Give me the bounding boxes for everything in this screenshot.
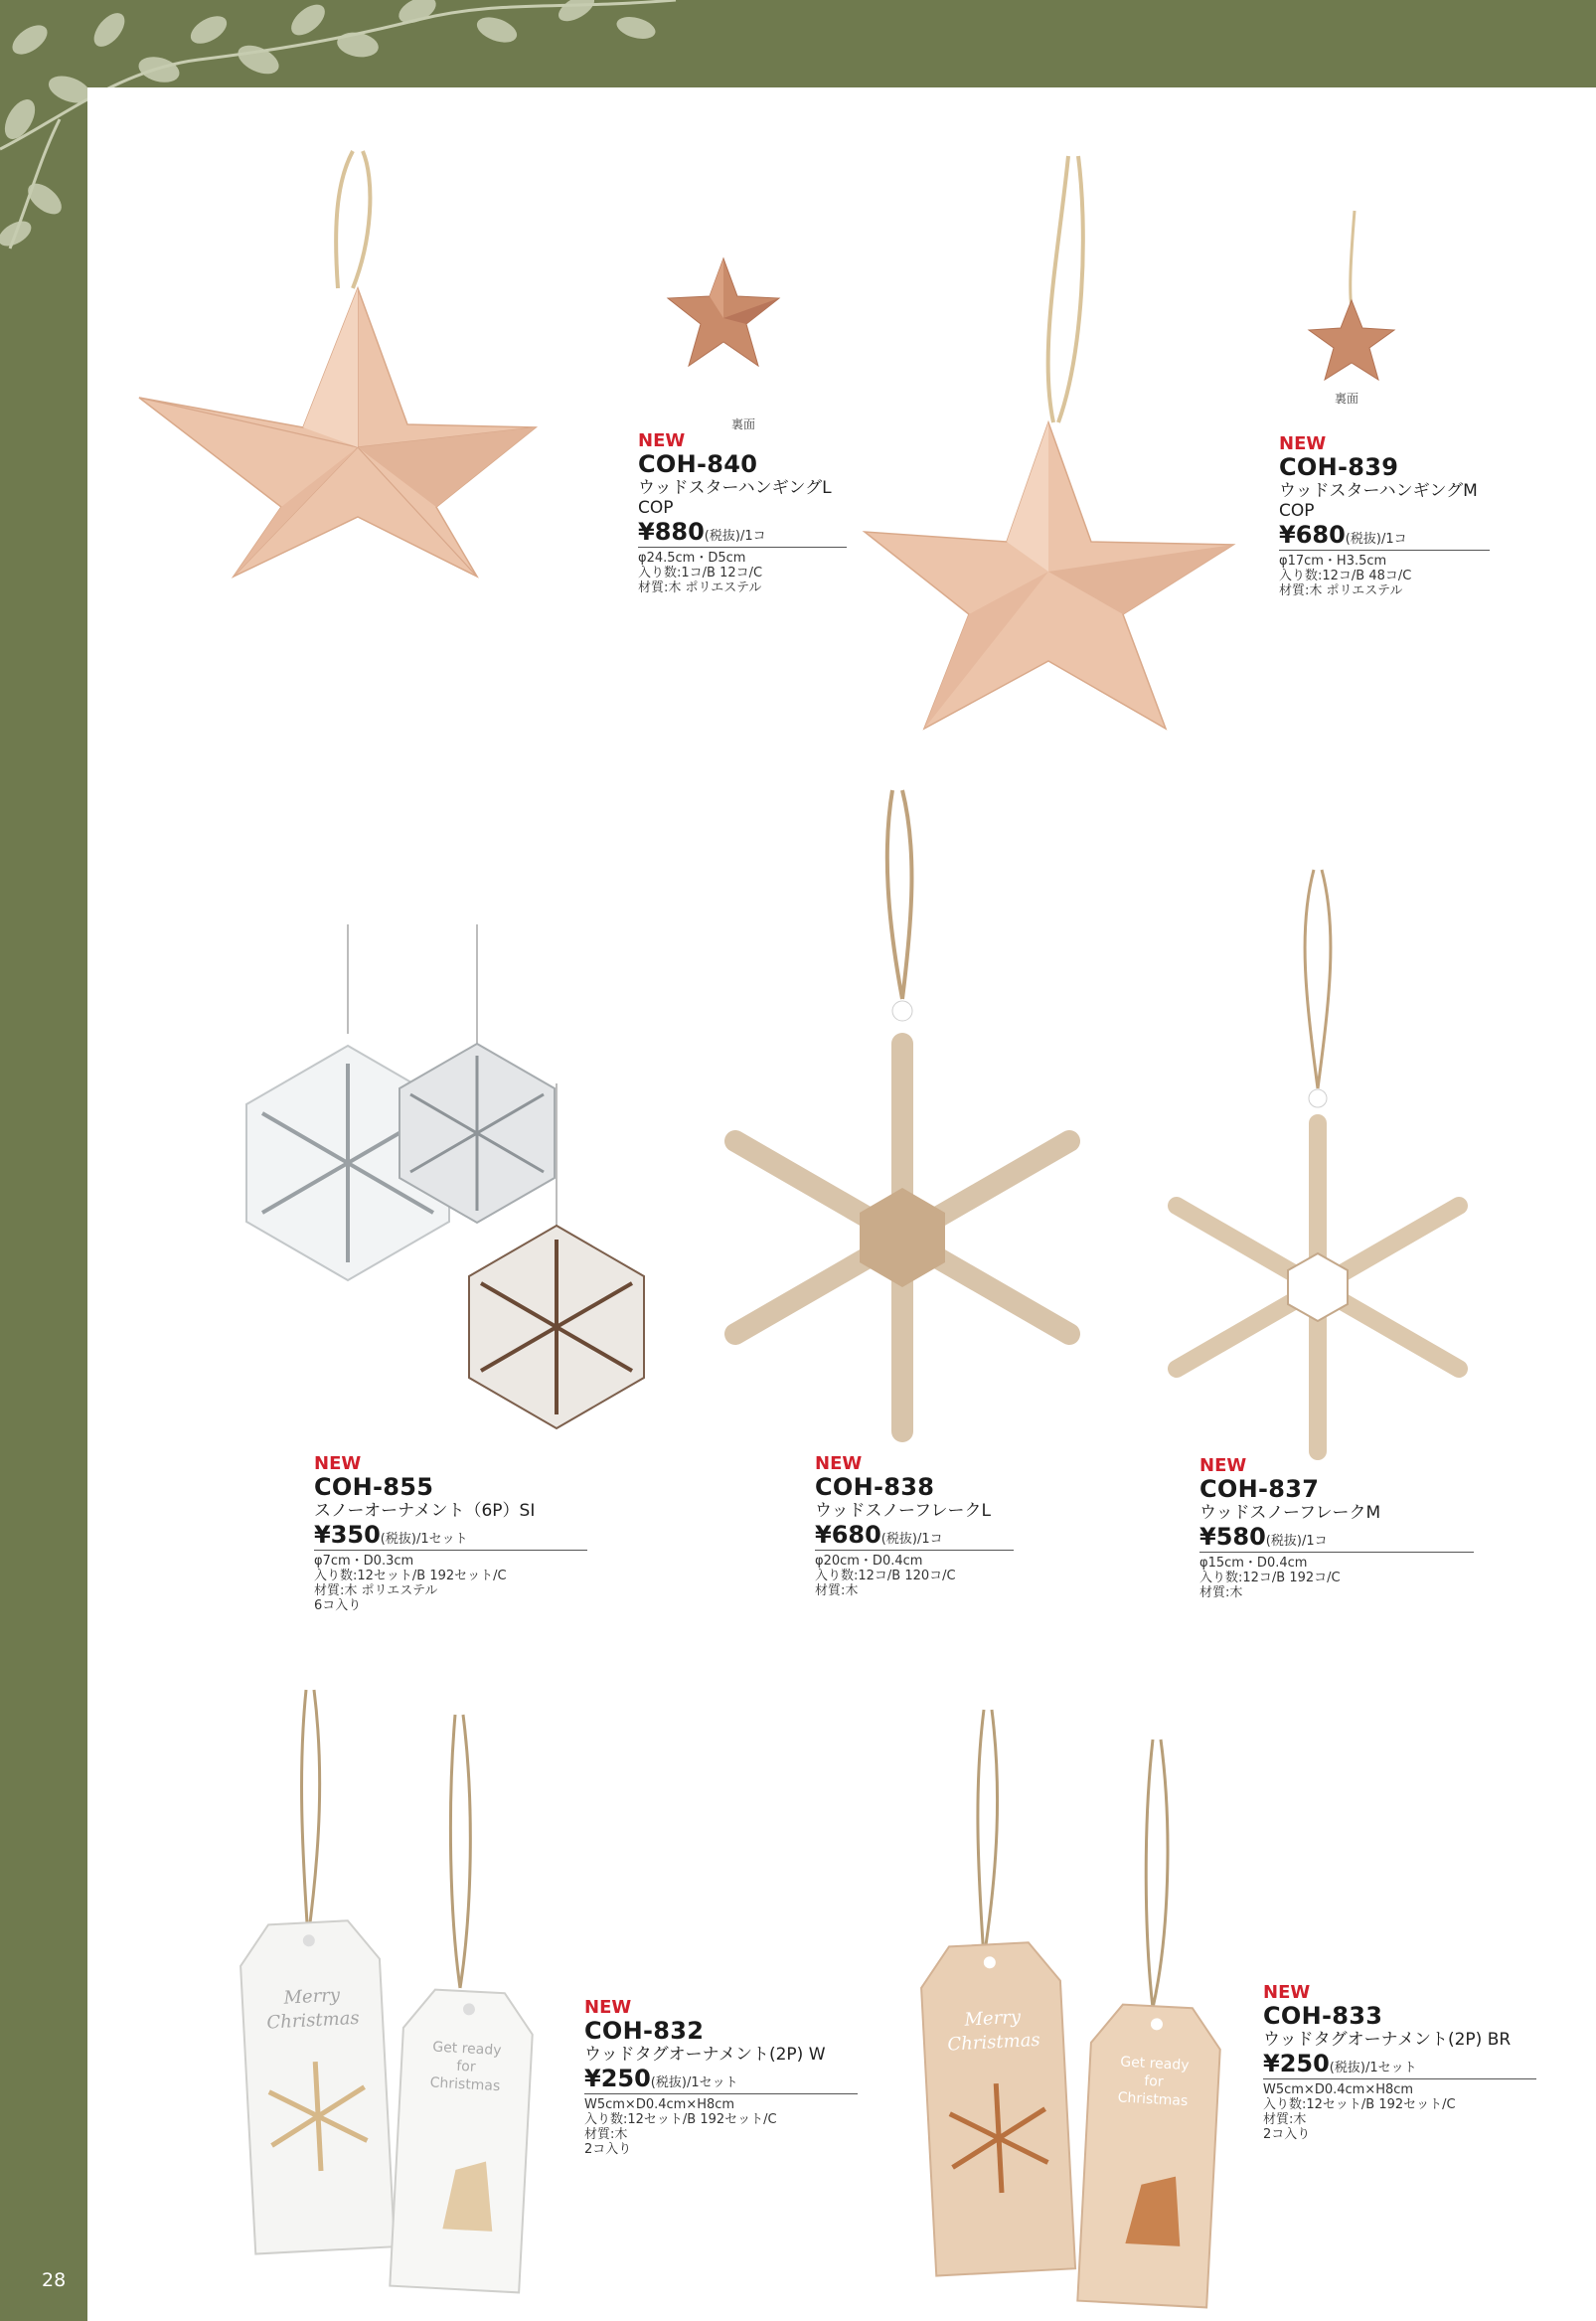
back-label: 裏面 [731, 417, 756, 431]
spec-contents: 2コ入り [584, 2142, 632, 2157]
spec-material: 材質:木 ポリエステル [638, 580, 762, 595]
product-code: COH-832 [584, 2017, 705, 2045]
product-name: スノーオーナメント（6P）SI [314, 1501, 536, 1521]
price-row [1263, 2050, 1536, 2079]
new-badge: NEW [1279, 433, 1327, 454]
spec-size: W5cm×D0.4cm×H8cm [1263, 2082, 1414, 2097]
product-info [584, 1998, 858, 2157]
product-code: COH-840 [638, 450, 758, 478]
tax-label: (税抜) [880, 1532, 917, 1547]
spec-material: 材質:木 ポリエステル [1279, 583, 1403, 598]
spec-quantity: 入り数:12セット/B 192セット/C [1263, 2097, 1456, 2112]
price-row [1279, 521, 1490, 551]
spec-contents: 6コ入り [314, 1598, 362, 1613]
product-info [1263, 1983, 1536, 2142]
tag-text-for: for [455, 2058, 476, 2075]
tag-text-merry: Merry [283, 1984, 341, 2009]
product-code: COH-839 [1279, 453, 1399, 481]
product-price: ¥880 [638, 518, 705, 546]
wood-tag-white-image [237, 1690, 574, 2207]
product-code: COH-855 [314, 1473, 434, 1501]
back-label: 裏面 [1335, 392, 1359, 406]
price-row [815, 1521, 1014, 1551]
wood-tag-brown-image [914, 1710, 1252, 2227]
price-unit: /1セット [686, 2075, 738, 2090]
product-info [638, 431, 847, 595]
star-back-view-image [664, 256, 783, 376]
price-unit: /1コ [1301, 1534, 1328, 1549]
price-unit: /1コ [1380, 532, 1407, 547]
spec-size: W5cm×D0.4cm×H8cm [584, 2097, 735, 2112]
wood-star-large-image [134, 149, 532, 596]
tax-label: (税抜) [380, 1532, 416, 1547]
product-name: ウッドスノーフレークL [815, 1501, 991, 1521]
spec-quantity: 入り数:12コ/B 192コ/C [1199, 1571, 1341, 1585]
product-name: ウッドタグオーナメント(2P) BR [1263, 2030, 1512, 2050]
product-color: COP [1279, 501, 1315, 521]
price-unit: /1コ [916, 1532, 943, 1547]
product-price: ¥250 [1263, 2050, 1330, 2077]
tag-text-for: for [1143, 2072, 1164, 2090]
new-badge: NEW [314, 1453, 362, 1474]
price-unit: /1セット [1364, 2061, 1417, 2075]
price-unit: /1コ [739, 529, 766, 544]
spec-material: 材質:木 [584, 2127, 628, 2142]
wood-snowflake-medium-image [1189, 870, 1447, 1466]
new-badge: NEW [1199, 1455, 1247, 1476]
wood-star-medium-image [899, 154, 1197, 731]
product-name: ウッドスターハンギングL [638, 478, 832, 498]
spec-quantity: 入り数:12コ/B 48コ/C [1279, 569, 1412, 583]
spec-quantity: 入り数:1コ/B 12コ/C [638, 566, 763, 580]
price-row [638, 518, 847, 548]
product-name: ウッドスノーフレークM [1199, 1503, 1381, 1523]
tax-label: (税抜) [650, 2075, 687, 2090]
tag-text-merry: Merry [964, 2006, 1022, 2031]
tag-text-christmas: Christmas [946, 2029, 1041, 2056]
spec-size: φ24.5cm・D5cm [638, 551, 746, 566]
product-price: ¥350 [314, 1521, 381, 1549]
spec-size: φ15cm・D0.4cm [1199, 1556, 1308, 1571]
tag-text-christmas: Christmas [429, 2074, 501, 2095]
spec-quantity: 入り数:12セット/B 192セット/C [584, 2112, 777, 2127]
product-info [314, 1454, 587, 1613]
product-name: ウッドスターハンギングM [1279, 481, 1478, 501]
product-info [815, 1454, 1014, 1598]
spec-material: 材質:木 ポリエステル [314, 1583, 438, 1598]
product-code: COH-837 [1199, 1475, 1320, 1503]
wood-snowflake-large-image [753, 790, 1071, 1436]
product-info [1199, 1456, 1474, 1600]
tax-label: (税抜) [1329, 2061, 1365, 2075]
tag-text-christmas: Christmas [265, 2007, 361, 2034]
spec-size: φ20cm・D0.4cm [815, 1554, 923, 1569]
product-price: ¥680 [815, 1521, 881, 1549]
price-unit: /1セット [415, 1532, 468, 1547]
spec-size: φ7cm・D0.3cm [314, 1554, 414, 1569]
product-code: COH-833 [1263, 2002, 1383, 2030]
tax-label: (税抜) [1345, 532, 1381, 547]
page-number: 28 [42, 2269, 67, 2291]
price-row [1199, 1523, 1474, 1553]
spec-quantity: 入り数:12コ/B 120コ/C [815, 1569, 956, 1583]
spec-material: 材質:木 [1199, 1585, 1243, 1600]
tax-label: (税抜) [704, 529, 740, 544]
spec-size: φ17cm・H3.5cm [1279, 554, 1387, 569]
new-badge: NEW [815, 1453, 863, 1474]
product-price: ¥580 [1199, 1523, 1266, 1551]
new-badge: NEW [638, 430, 686, 451]
tag-text-christmas: Christmas [1117, 2089, 1189, 2110]
snowflake-set-image [273, 924, 601, 1382]
price-row [314, 1521, 587, 1551]
tax-label: (税抜) [1265, 1534, 1302, 1549]
product-price: ¥250 [584, 2065, 651, 2092]
spec-quantity: 入り数:12セット/B 192セット/C [314, 1569, 507, 1583]
product-info [1279, 434, 1490, 598]
product-code: COH-838 [815, 1473, 935, 1501]
spec-material: 材質:木 [1263, 2112, 1307, 2127]
new-badge: NEW [584, 1997, 632, 2018]
star-back-view-image [1297, 209, 1416, 408]
spec-material: 材質:木 [815, 1583, 859, 1598]
product-name: ウッドタグオーナメント(2P) W [584, 2045, 826, 2065]
tag-text-get-ready: Get ready [431, 2039, 502, 2060]
spec-contents: 2コ入り [1263, 2127, 1311, 2142]
product-price: ¥680 [1279, 521, 1346, 549]
new-badge: NEW [1263, 1982, 1311, 2003]
price-row [584, 2065, 858, 2094]
product-color: COP [638, 498, 674, 518]
tag-text-get-ready: Get ready [1119, 2054, 1190, 2074]
